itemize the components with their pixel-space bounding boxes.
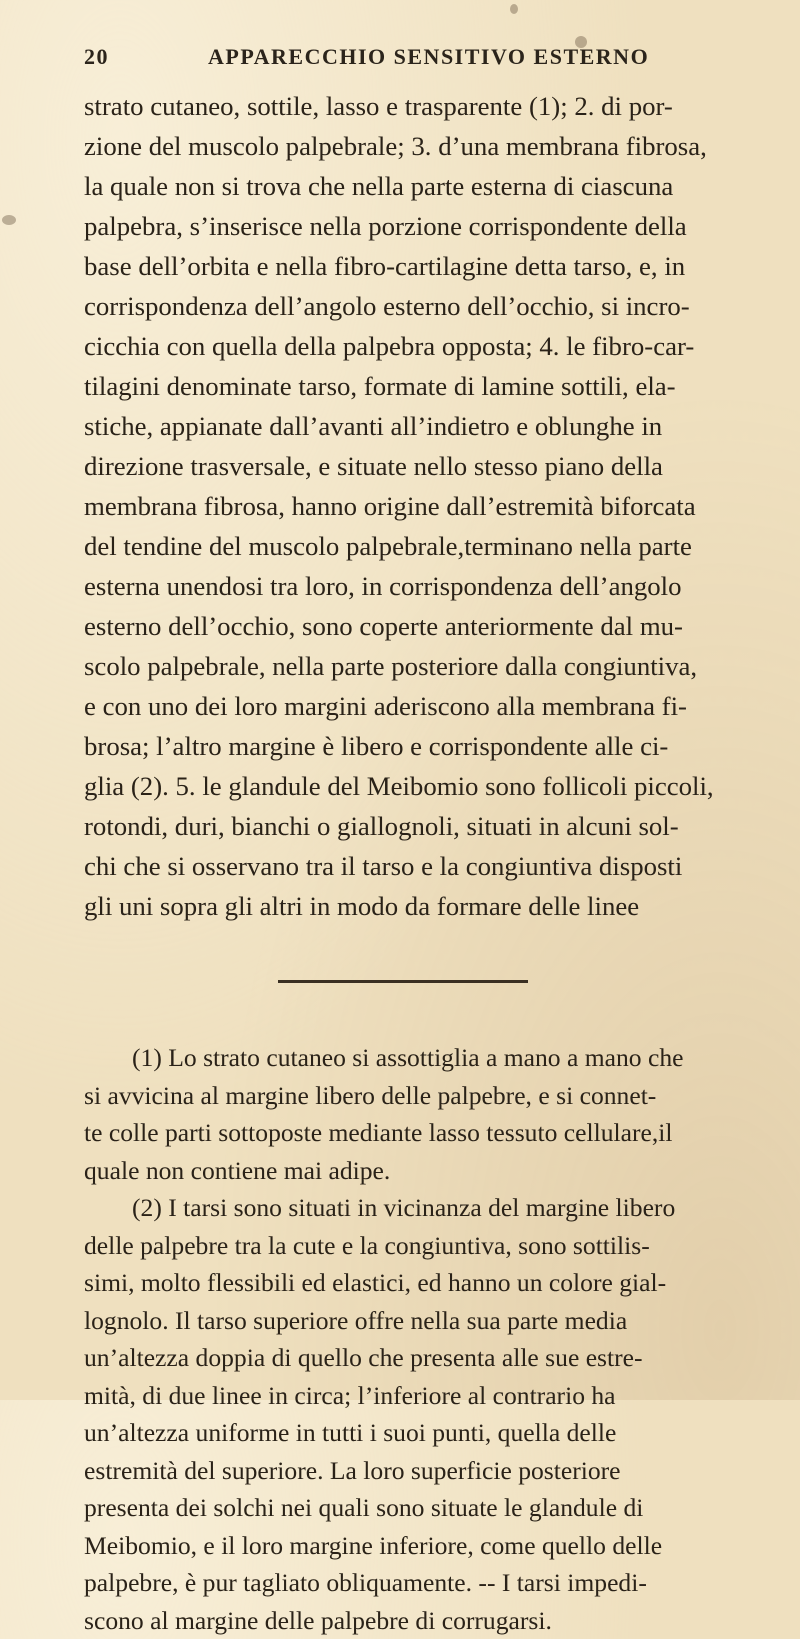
text-line: corrispondenza dell’angolo esterno dell’occhio, si incro- bbox=[48, 286, 760, 326]
book-page bbox=[48, 34, 760, 1639]
running-head bbox=[48, 34, 760, 86]
footnote-line: palpebre, è pur tagliato obliquamente. -- I tarsi impedi- bbox=[48, 1564, 760, 1602]
footnote-line: un’altezza uniforme in tutti i suoi punti, quella delle bbox=[48, 1414, 760, 1452]
footnote-separator-rule bbox=[278, 980, 528, 983]
footnote-line: si avvicina al margine libero delle palpebre, e si connet- bbox=[48, 1077, 760, 1115]
text-line: esterna unendosi tra loro, in corrispondenza dell’angolo bbox=[48, 566, 760, 606]
page-number: 20 bbox=[84, 44, 109, 70]
footnote-line: presenta dei solchi nei quali sono situate le glandule di bbox=[48, 1489, 760, 1527]
footnote-line: scono al margine delle palpebre di corrugarsi. bbox=[48, 1602, 760, 1639]
ink-stain bbox=[510, 4, 518, 14]
text-line: tilagini denominate tarso, formate di lamine sottili, ela- bbox=[48, 366, 760, 406]
text-line: del tendine del muscolo palpebrale,terminano nella parte bbox=[48, 526, 760, 566]
text-line: brosa; l’altro margine è libero e corrispondente alle ci- bbox=[48, 726, 760, 766]
text-line: membrana fibrosa, hanno origine dall’estremità biforcata bbox=[48, 486, 760, 526]
ink-stain bbox=[2, 215, 16, 225]
footnote-line: estremità del superiore. La loro superficie posteriore bbox=[48, 1452, 760, 1490]
text-line: la quale non si trova che nella parte esterna di ciascuna bbox=[48, 166, 760, 206]
footnote-line: simi, molto flessibili ed elastici, ed hanno un colore gial- bbox=[48, 1264, 760, 1302]
footnote-line: delle palpebre tra la cute e la congiuntiva, sono sottilis- bbox=[48, 1227, 760, 1265]
text-line: rotondi, duri, bianchi o giallognoli, situati in alcuni sol- bbox=[48, 806, 760, 846]
footnote-line: mità, di due linee in circa; l’inferiore al contrario ha bbox=[48, 1377, 760, 1415]
text-line: base dell’orbita e nella fibro-cartilagine detta tarso, e, in bbox=[48, 246, 760, 286]
text-line: direzione trasversale, e situate nello stesso piano della bbox=[48, 446, 760, 486]
footnote-line: Meibomio, e il loro margine inferiore, come quello delle bbox=[48, 1527, 760, 1565]
footnote-line: lognolo. Il tarso superiore offre nella sua parte media bbox=[48, 1302, 760, 1340]
text-line: strato cutaneo, sottile, lasso e trasparente (1); 2. di por- bbox=[48, 86, 760, 126]
text-line: zione del muscolo palpebrale; 3. d’una membrana fibrosa, bbox=[48, 126, 760, 166]
footnote-line: (2) I tarsi sono situati in vicinanza del margine libero bbox=[48, 1189, 760, 1227]
text-line: stiche, appianate dall’avanti all’indietro e oblunghe in bbox=[48, 406, 760, 446]
text-line: palpebra, s’inserisce nella porzione corrispondente della bbox=[48, 206, 760, 246]
footnote-line: (1) Lo strato cutaneo si assottiglia a mano a mano che bbox=[48, 1039, 760, 1077]
footnote-line: un’altezza doppia di quello che presenta alle sue estre- bbox=[48, 1339, 760, 1377]
text-line: esterno dell’occhio, sono coperte anteriormente dal mu- bbox=[48, 606, 760, 646]
text-line: e con uno dei loro margini aderiscono alla membrana fi- bbox=[48, 686, 760, 726]
text-line: cicchia con quella della palpebra opposta; 4. le fibro-car- bbox=[48, 326, 760, 366]
text-line: scolo palpebrale, nella parte posteriore dalla congiuntiva, bbox=[48, 646, 760, 686]
footnote-line: te colle parti sottoposte mediante lasso tessuto cellulare,il bbox=[48, 1114, 760, 1152]
running-head-title: APPARECCHIO SENSITIVO ESTERNO bbox=[208, 44, 649, 70]
body-paragraph bbox=[48, 86, 760, 926]
footnote-line: quale non contiene mai adipe. bbox=[48, 1152, 760, 1190]
footnotes bbox=[48, 1039, 760, 1639]
text-line: chi che si osservano tra il tarso e la congiuntiva disposti bbox=[48, 846, 760, 886]
text-line: glia (2). 5. le glandule del Meibomio sono follicoli piccoli, bbox=[48, 766, 760, 806]
text-line: gli uni sopra gli altri in modo da formare delle linee bbox=[48, 886, 760, 926]
